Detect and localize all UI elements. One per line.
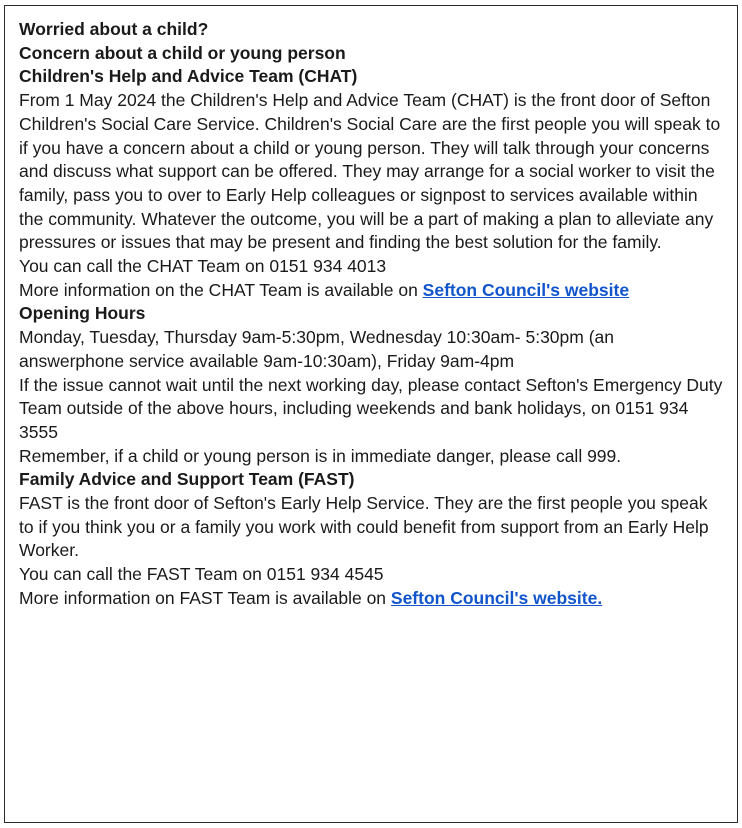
card-content <box>19 18 723 611</box>
heading-opening-hours: Opening Hours <box>19 303 146 324</box>
paragraph-emergency-duty-team: If the issue cannot wait until the next working day, please contact Sefton's Emergency Duty Team outside of the above hours, including weekends and bank holidays, on 0151 934 3555 <box>19 374 723 442</box>
paragraph-immediate-danger-999: Remember, if a child or young person is in immediate danger, please call 999. <box>19 445 622 466</box>
information-card <box>4 5 738 823</box>
link-sefton-council-website-fast[interactable]: Sefton Council's website. <box>390 587 603 608</box>
heading-worried-about-a-child: Worried about a child? <box>19 19 209 39</box>
heading-fast-team: Family Advice and Support Team (FAST) <box>19 469 355 490</box>
paragraph-chat-more-information <box>19 279 723 303</box>
paragraph-chat-phone-number: You can call the CHAT Team on 0151 934 4013 <box>19 256 387 277</box>
fast-more-info-text: More information on FAST Team is available on <box>19 587 391 608</box>
link-sefton-council-website-chat[interactable]: Sefton Council's website <box>422 279 630 300</box>
heading-concern-about-a-child: Concern about a child or young person <box>19 42 346 63</box>
paragraph-fast-more-information <box>19 587 723 611</box>
paragraph-chat-introduction: From 1 May 2024 the Children's Help and Advice Team (CHAT) is the front door of Sefton Children's Social Care Service. Children's Social Care are the first people you will speak to if you have a concern about a child or young person. They will talk through your concerns and discuss what support can be offered. They may arrange for a social worker to visit the family, pass you to over to Early Help colleagues or signpost to services available within the community. Whatever the outcome, you will be a part of making a plan to alleviate any pressures or issues that may be present and finding the best solution for the family. <box>19 90 721 253</box>
paragraph-opening-hours-detail: Monday, Tuesday, Thursday 9am-5:30pm, Wednesday 10:30am- 5:30pm (an answerphone service available 9am-10:30am), Friday 9am-4pm <box>19 327 614 371</box>
paragraph-fast-introduction: FAST is the front door of Sefton's Early Help Service. They are the first people you speak to if you think you or a family you work with could benefit from support from an Early Help Worker. <box>19 493 709 561</box>
heading-chat-team: Children's Help and Advice Team (CHAT) <box>19 66 358 87</box>
chat-more-info-text: More information on the CHAT Team is available on <box>19 279 423 300</box>
paragraph-fast-phone-number: You can call the FAST Team on 0151 934 4545 <box>19 564 384 585</box>
